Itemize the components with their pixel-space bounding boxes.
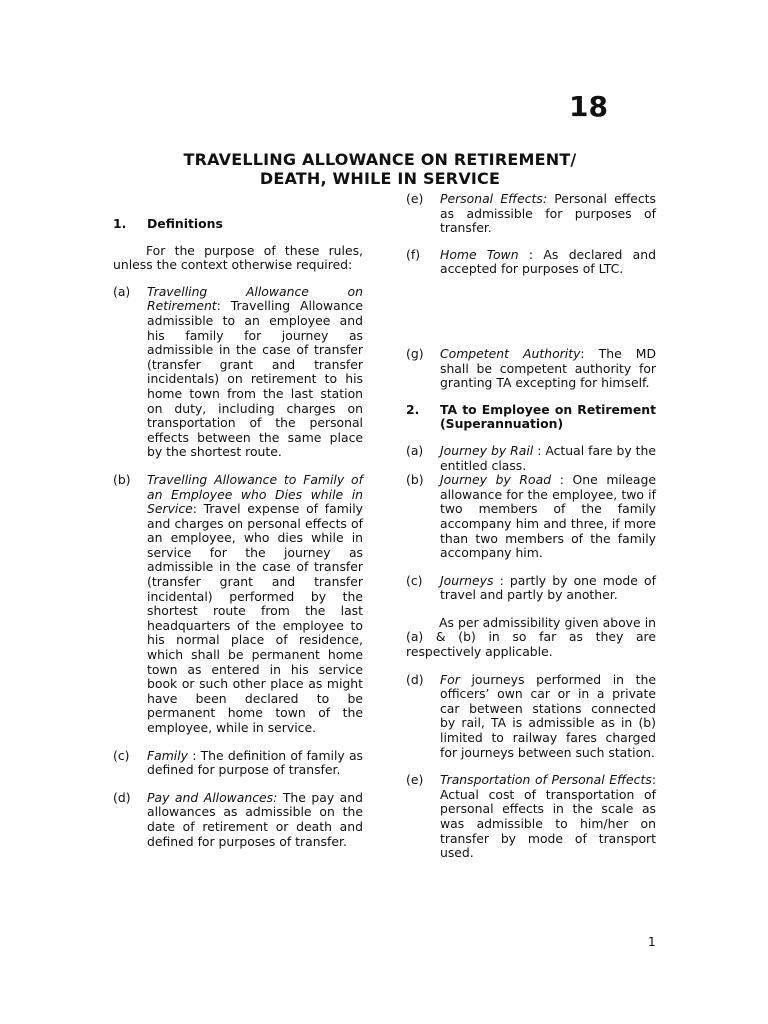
definition-a-term: Travelling Allowance on Retirement bbox=[147, 283, 363, 314]
title-line-1: TRAVELLING ALLOWANCE ON RETIREMENT/ bbox=[183, 150, 577, 169]
definition-a-text bbox=[147, 285, 363, 460]
definition-b-label: (b) bbox=[113, 471, 131, 487]
ta-item-a-term: Journey by Rail bbox=[440, 442, 534, 458]
definition-e-body: Personal effects as admissible for purposes of transfer. bbox=[440, 191, 656, 236]
ta-item-a-label: (a) bbox=[406, 442, 424, 458]
definition-a-label: (a) bbox=[113, 283, 131, 299]
section-1-heading bbox=[113, 217, 363, 232]
ta-item-e bbox=[406, 773, 656, 861]
ta-item-a-text bbox=[440, 444, 656, 473]
definition-b-term: Travelling Allowance to Family of an Employee who Dies while in Service bbox=[147, 471, 363, 517]
chapter-number: 18 bbox=[569, 90, 608, 123]
ta-item-e-text bbox=[440, 773, 656, 861]
definition-f-body: : As declared and accepted for purposes of LTC. bbox=[440, 246, 656, 277]
definition-g-body: : The MD shall be competent authority for granting TA excepting for himself. bbox=[440, 345, 656, 391]
definition-c bbox=[113, 749, 363, 778]
ta-item-c bbox=[406, 574, 656, 603]
definition-f bbox=[406, 248, 656, 277]
ta-item-b-body: : One mileage allowance for the employee, two if two members of the family accompany him and three, if more than two members of the family accompany him. bbox=[440, 472, 656, 561]
definition-d bbox=[113, 791, 363, 849]
ta-item-b-text bbox=[440, 473, 656, 561]
definition-g-term: Competent Authority bbox=[440, 345, 581, 361]
definition-d-text bbox=[147, 791, 363, 849]
ta-item-d-text bbox=[440, 673, 656, 761]
definition-e bbox=[406, 192, 656, 236]
definition-b bbox=[113, 473, 363, 736]
ta-item-d-term: For bbox=[440, 671, 460, 687]
ta-item-a-body: : Actual fare by the entitled class. bbox=[440, 442, 656, 473]
definition-c-label: (c) bbox=[113, 747, 130, 763]
definition-f-label: (f) bbox=[406, 246, 421, 262]
ta-item-e-body: : Actual cost of transportation of personal effects in the scale as was admissible to him/her on transfer by mode of transport used. bbox=[440, 772, 656, 861]
ta-item-c-term: Journeys bbox=[440, 572, 494, 588]
definition-f-text bbox=[440, 248, 656, 277]
definition-c-term: Family bbox=[147, 747, 189, 763]
intro-paragraph: For the purpose of these rules, unless the context otherwise required: bbox=[113, 242, 363, 273]
ta-item-c-label: (c) bbox=[406, 572, 423, 588]
definition-e-term: Personal Effects: bbox=[440, 191, 548, 206]
definition-d-label: (d) bbox=[113, 789, 131, 805]
section-1-title: Definitions bbox=[147, 216, 223, 231]
definition-c-text bbox=[147, 749, 363, 778]
definition-b-text bbox=[147, 473, 363, 736]
ta-item-a bbox=[406, 444, 656, 473]
definition-e-label: (e) bbox=[406, 191, 424, 206]
ta-item-b-label: (b) bbox=[406, 472, 424, 488]
definition-d-body: The pay and allowances as admissible on the date of retirement or death and defined for purposes of transfer. bbox=[147, 789, 363, 849]
definition-d-term: Pay and Allowances: bbox=[147, 789, 278, 805]
definition-a bbox=[113, 285, 363, 460]
section-1-number: 1. bbox=[113, 216, 127, 231]
section-2-title: TA to Employee on Retirement (Superannuation) bbox=[440, 401, 656, 432]
section-2-number: 2. bbox=[406, 401, 420, 417]
ta-item-e-term: Transportation of Personal Effects bbox=[440, 772, 652, 788]
definition-g-label: (g) bbox=[406, 345, 424, 361]
section-2-heading bbox=[406, 403, 656, 432]
definition-g-text bbox=[440, 347, 656, 391]
definition-a-body: : Travelling Allowance admissible to an employee and his family for journey as admissible in the case of transfer (transfer grant and transfer incidentals) on retirement to his home town from the last station on duty, including charges on transportation of the personal effects between the same place by the shortest route. bbox=[147, 298, 363, 460]
ta-item-b bbox=[406, 473, 656, 561]
definition-b-body: : Travel expense of family and charges on personal effects of an employee, who dies while in service for the journey as admissible in the case of transfer (transfer grant and transfer incidental) performed by the shortest route from the last headquarters of the employee to his normal place of residence, which shall be permanent home town as entered in his service book or such other place as might have been declared to be permanent home town of the employee, while in service. bbox=[147, 501, 363, 735]
ta-item-c-body: : partly by one mode of travel and partly by another. bbox=[440, 572, 656, 603]
left-column bbox=[113, 192, 363, 849]
page-number: 1 bbox=[648, 935, 656, 949]
ta-item-e-label: (e) bbox=[406, 772, 424, 788]
ta-note-paragraph: As per admissibility given above in (a) & (b) in so far as they are respectively applicable. bbox=[406, 614, 656, 660]
right-column bbox=[406, 192, 656, 861]
definition-f-term: Home Town bbox=[440, 246, 519, 262]
ta-item-d-label: (d) bbox=[406, 671, 424, 687]
ta-item-c-text bbox=[440, 574, 656, 603]
ta-item-d-body: journeys performed in the officers’ own car or in a private car between stations connected by rail, TA is admissible as in (b) limited to railway fares charged for journeys between such station. bbox=[440, 671, 656, 760]
definition-c-body: : The definition of family as defined for purpose of transfer. bbox=[147, 747, 363, 778]
ta-item-d bbox=[406, 673, 656, 761]
ta-item-b-term: Journey by Road bbox=[440, 472, 552, 488]
definition-g bbox=[406, 347, 656, 391]
page-title bbox=[150, 150, 610, 188]
title-line-2: DEATH, WHILE IN SERVICE bbox=[259, 169, 501, 188]
definition-e-text bbox=[440, 192, 656, 236]
